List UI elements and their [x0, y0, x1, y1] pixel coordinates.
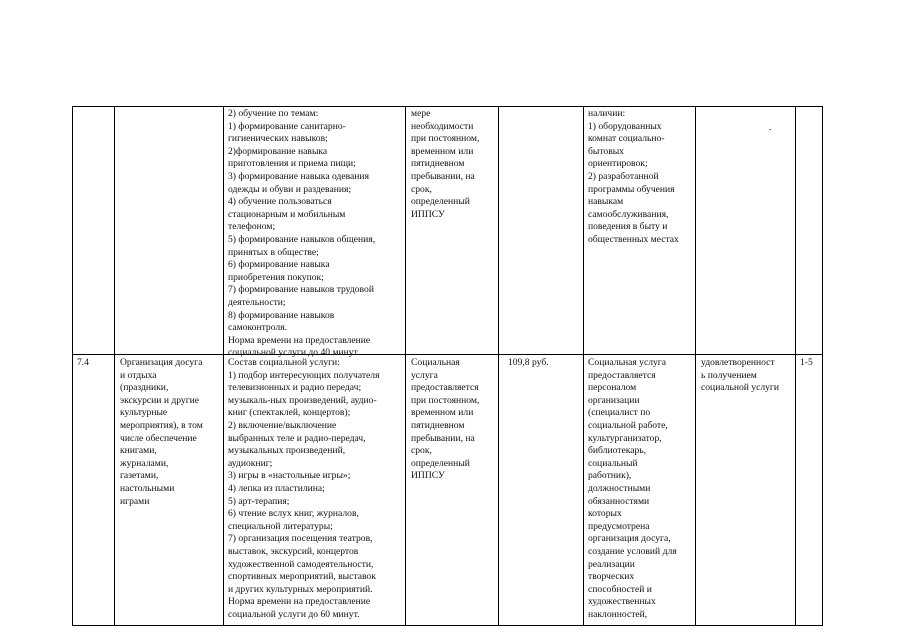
- column-divider: [223, 107, 224, 625]
- column-divider: [405, 107, 406, 625]
- row-1-terms: мере необходимости при постоянном, временном или пятидневном пребывании, на срок, определенный ИППСУ: [411, 108, 480, 220]
- row-2-price: 109,8 руб.: [508, 357, 549, 368]
- row-2-rating: 1-5: [800, 357, 813, 368]
- column-divider: [695, 107, 696, 625]
- column-divider: [498, 107, 499, 625]
- row-2-service-name: Организация досуга и отдыха (праздники, экскурсии и другие культурные мероприятия), в том числе обеспечение книгами, журналами, газетами, настольными играми: [120, 357, 203, 507]
- column-divider: [795, 107, 796, 625]
- row-2-terms: Социальная услуга предоставляется при постоянном, временном или пятидневном пребывании, на срок, определенный ИППСУ: [411, 357, 480, 482]
- row-2-number: 7.4: [77, 357, 89, 368]
- row-2-conditions: Социальная услуга предоставляется персоналом организации (специалист по социальной работе, культурганизатор, библиотекарь, социальный работник), должностными обязанностями которых предусмотрена организация досуга, создание условий для реализации творческих способностей и художественных наклонностей,: [588, 357, 677, 620]
- row-2-quality-indicator: удовлетворенност ь получением социальной услуги: [701, 357, 780, 394]
- column-divider: [114, 107, 115, 625]
- row-divider: [73, 354, 822, 355]
- services-table: [72, 106, 823, 626]
- row-2-content: Состав социальной услуги: 1) подбор интересующих получателя телевизионных и радио передач; музыкаль-ных произведений, аудио- книг (спектаклей, концертов); 2) включение/выключение выбранных теле и радио-передач, музыкальных произведений, аудиокниг; 3) игры в «настольные игры»; 4) лепка из пластилина; 5) арт-терапия; 6) чтение вслух книг, журналов, специальной литературы; 7) организация посещения театров, выставок, экскурсий, концертов художественной самодеятельности, спортивных мероприятий, выставок и других культурных мероприятий. Норма времени на предоставление социальной услуги до 60 минут.: [228, 357, 380, 620]
- row-1-conditions: наличии: 1) оборудованных комнат социально- бытовых ориентировок; 2) разработанной программы обучения навыкам самообслуживания, поведения в быту и общественных местах: [588, 108, 679, 245]
- column-divider: [583, 107, 584, 625]
- row-1-content: 2) обучение по темам: 1) формирование санитарно- гигиенических навыков; 2)формирование навыка приготовления и приема пищи; 3) формирование навыка одевания одежды и обуви и раздевания; 4) обучение пользоваться стационарным и мобильным телефоном; 5) формирование навыков общения, принятых в обществе; 6) формирование навыка приобретения покупок; 7) формирование навыков трудовой деятельности; 8) формирование навыков самоконтроля. Норма времени на предоставление социальной услуги до 40 минут.: [228, 108, 376, 359]
- scan-speck: [769, 129, 771, 130]
